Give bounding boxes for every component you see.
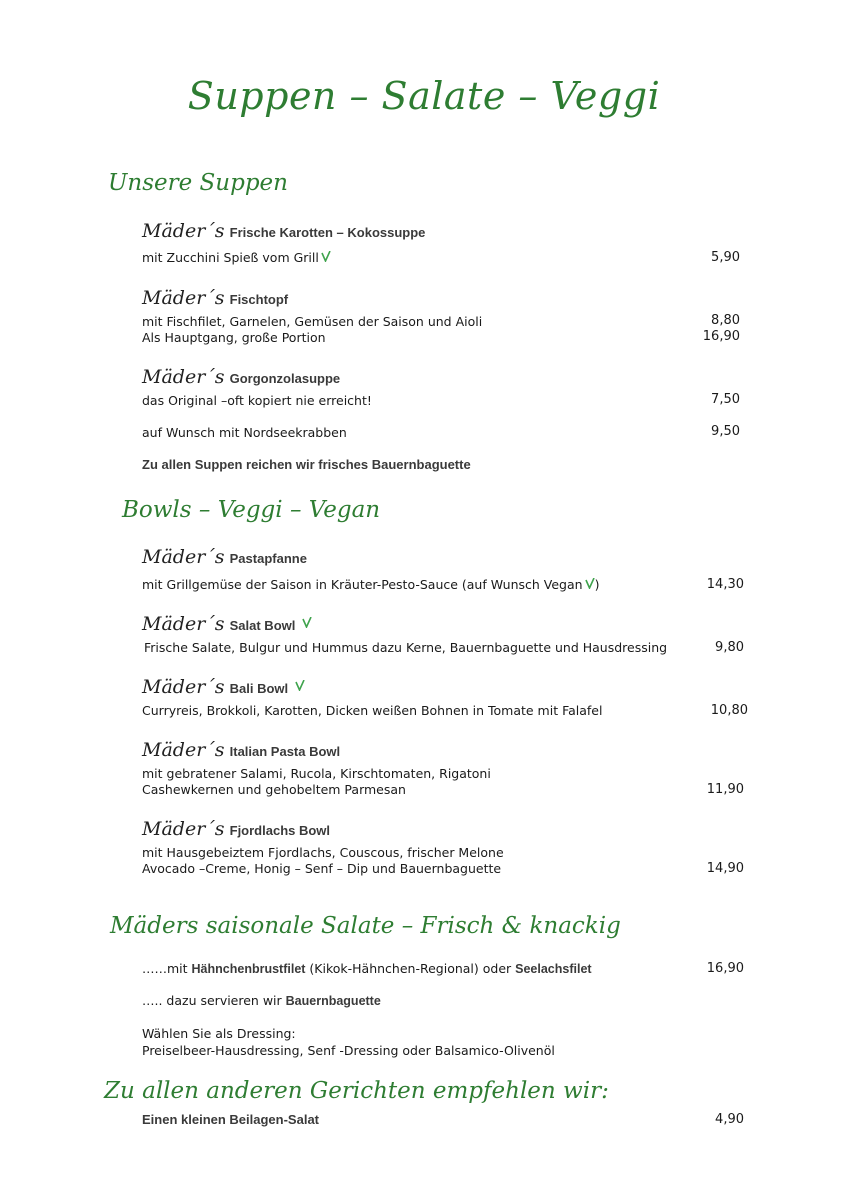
salate-line: ….. dazu servieren wir Bauernbaguette — [142, 993, 381, 1008]
side-salad-item: Einen kleinen Beilagen-Salat — [142, 1112, 319, 1127]
item-prefix: Mäder´s — [142, 220, 225, 242]
section-heading-salate: Mäders saisonale Salate – Frisch & knackig — [110, 913, 621, 939]
item-description: mit gebratener Salami, Rucola, Kirschtomaten, Rigatoni — [142, 766, 491, 781]
menu-item-title — [142, 613, 312, 635]
item-price: 10,80 — [710, 703, 748, 718]
item-price: 11,90 — [706, 782, 744, 797]
item-price: 9,50 — [711, 424, 740, 439]
item-description: Frische Salate, Bulgur und Hummus dazu Kerne, Bauernbaguette und Hausdressing — [144, 640, 668, 655]
leaf-icon — [302, 613, 312, 632]
item-name: Salat Bowl — [229, 618, 296, 633]
item-description: mit Hausgebeiztem Fjordlachs, Couscous, frischer Melone — [142, 845, 504, 860]
item-description: auf Wunsch mit Nordseekrabben — [142, 425, 347, 440]
menu-item-title — [142, 818, 330, 840]
item-price: 14,30 — [706, 577, 744, 592]
dressing-options: Preiselbeer-Hausdressing, Senf -Dressing oder Balsamico-Olivenöl — [142, 1043, 555, 1058]
item-prefix: Mäder´s — [142, 676, 225, 698]
item-prefix: Mäder´s — [142, 366, 225, 388]
dressing-intro: Wählen Sie als Dressing: — [142, 1026, 296, 1041]
item-description: Als Hauptgang, große Portion — [142, 330, 326, 345]
item-prefix: Mäder´s — [142, 613, 225, 635]
leaf-icon — [321, 250, 331, 265]
item-description: mit Fischfilet, Garnelen, Gemüsen der Saison und Aioli — [142, 314, 483, 329]
item-name: Italian Pasta Bowl — [229, 744, 341, 759]
menu-item-title — [142, 366, 340, 388]
item-price: 7,50 — [711, 392, 740, 407]
menu-item-title — [142, 739, 340, 761]
item-description: Cashewkernen und gehobeltem Parmesan — [142, 782, 406, 797]
menu-item-title — [142, 220, 425, 242]
item-name: Fischtopf — [229, 292, 289, 307]
item-prefix: Mäder´s — [142, 546, 225, 568]
item-price: 5,90 — [711, 250, 740, 265]
item-name: Frische Karotten – Kokossuppe — [229, 225, 426, 240]
leaf-icon — [295, 676, 305, 695]
item-name: Pastapfanne — [229, 551, 307, 566]
item-description: Avocado –Creme, Honig – Senf – Dip und Bauernbaguette — [142, 861, 502, 876]
item-price: 9,80 — [715, 640, 744, 655]
item-prefix: Mäder´s — [142, 287, 225, 309]
item-price: 14,90 — [706, 861, 744, 876]
section-heading-suppen: Unsere Suppen — [108, 170, 288, 196]
item-price: 16,90 — [702, 329, 740, 344]
item-name: Gorgonzolasuppe — [229, 371, 341, 386]
item-price: 8,80 — [711, 313, 740, 328]
item-description: das Original –oft kopiert nie erreicht! — [142, 393, 372, 408]
item-prefix: Mäder´s — [142, 739, 225, 761]
highlight-text: Hähnchenbrustfilet — [191, 962, 306, 976]
menu-item-title — [142, 287, 288, 309]
page-title: Suppen – Salate – Veggi — [187, 74, 661, 118]
highlight-text: Bauernbaguette — [285, 994, 381, 1008]
item-prefix: Mäder´s — [142, 818, 225, 840]
item-description: Curryreis, Brokkoli, Karotten, Dicken weißen Bohnen in Tomate mit Falafel — [142, 703, 603, 718]
item-description: mit Grillgemüse der Saison in Kräuter-Pesto-Sauce (auf Wunsch Vegan ) — [142, 577, 600, 592]
item-name: Bali Bowl — [229, 681, 289, 696]
menu-item-title — [142, 676, 305, 698]
highlight-text: Seelachsfilet — [515, 962, 592, 976]
menu-item-title — [142, 546, 307, 568]
item-price: 16,90 — [706, 961, 744, 976]
item-description: mit Zucchini Spieß vom Grill — [142, 250, 331, 265]
salate-line: ……mit Hähnchenbrustfilet (Kikok-Hähnchen-Regional) oder Seelachsfilet — [142, 961, 592, 976]
item-name: Fjordlachs Bowl — [229, 823, 331, 838]
section-heading-empfehlung: Zu allen anderen Gerichten empfehlen wir: — [104, 1078, 609, 1104]
section-heading-bowls: Bowls – Veggi – Vegan — [122, 497, 381, 523]
leaf-icon — [585, 577, 595, 592]
item-price: 4,90 — [715, 1112, 744, 1127]
suppen-note: Zu allen Suppen reichen wir frisches Bauernbaguette — [142, 457, 471, 472]
